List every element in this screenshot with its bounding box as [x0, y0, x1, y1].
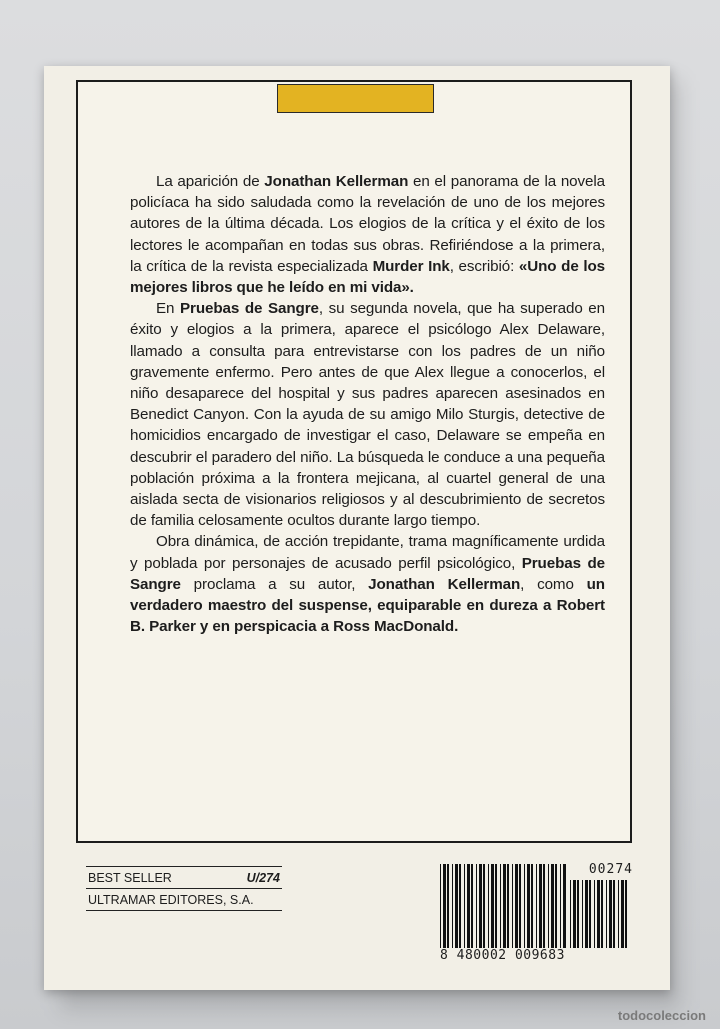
blurb-text: en el panorama de la novela policíaca ha sido saludada como la revelación de uno de los mejores autores de la última década. Los elogios de la crítica y el éxito de los lectores le acompañan en todas sus obras. Refiriéndose a la primera, la crítica de la revista especializada [130, 173, 605, 275]
blurb-text: , su segunda novela, que ha superado en éxito y elogios a la primera, aparece el psicólogo Alex Delaware, llamado a consulta para entrevistarse con los padres de un niño gravemente enfermo. Pero antes de que Alex llegue a conocerlos, el niño desaparece del hospital y sus padres aparecen asesinados en Benedict Canyon. Con la ayuda de su amigo Milo Sturgis, detective de homicidios encargado de investigar el caso, Delaware se empeña en descubrir el paradero del niño. La búsqueda le conduce a una pequeña población próxima a la frontera mejicana, al cuartel general de una aislada secta de visionarios religiosos y al descubrimiento de secretos de familia celosamente ocultos durante largo tiempo. [130, 300, 605, 530]
addon-barcode-bars [570, 880, 632, 948]
watermark-text: todocoleccion [617, 1008, 706, 1023]
blurb-text: Obra dinámica, de acción trepidante, trama magníficamente urdida y poblada por personajes de acusado perfil psicológico, [130, 533, 605, 572]
imprint-block [86, 866, 282, 911]
blurb-text: La aparición de [156, 173, 265, 190]
barcode-addon-digits: 00274 [588, 862, 633, 877]
blurb-text: , escribió: [449, 257, 519, 275]
blurb-bold-text: Pruebas de Sangre [130, 554, 605, 593]
blurb-bold-text: Jonathan Kellerman [368, 575, 521, 593]
yellow-accent-bar [277, 84, 434, 113]
publisher-name: ULTRAMAR EDITORES, S.A. [88, 893, 254, 907]
blurb-paragraph [130, 171, 605, 298]
blurb-bold-text: Jonathan Kellerman [264, 173, 409, 190]
ean-barcode-bars [440, 864, 566, 948]
blurb-text: , como [520, 575, 587, 593]
blurb-bold-text: Murder Ink [372, 257, 450, 275]
series-code: U/274 [246, 871, 280, 885]
blurb-bold-text: Pruebas de Sangre [180, 300, 319, 318]
back-cover-blurb [130, 171, 605, 637]
blurb-paragraph [130, 298, 605, 531]
barcode-digits: 8 480002 009683 [440, 948, 565, 963]
blurb-text: proclama a su autor, [180, 575, 369, 593]
barcode [440, 862, 633, 966]
blurb-paragraph [130, 531, 605, 637]
blurb-bold-text: un verdadero maestro del suspense, equiparable en dureza a Robert B. Parker y en perspicacia a Ross MacDonald. [130, 575, 605, 636]
series-name: BEST SELLER [88, 871, 172, 885]
blurb-bold-text: «Uno de los mejores libros que he leído en mi vida». [130, 257, 605, 297]
blurb-text: En [156, 300, 180, 318]
